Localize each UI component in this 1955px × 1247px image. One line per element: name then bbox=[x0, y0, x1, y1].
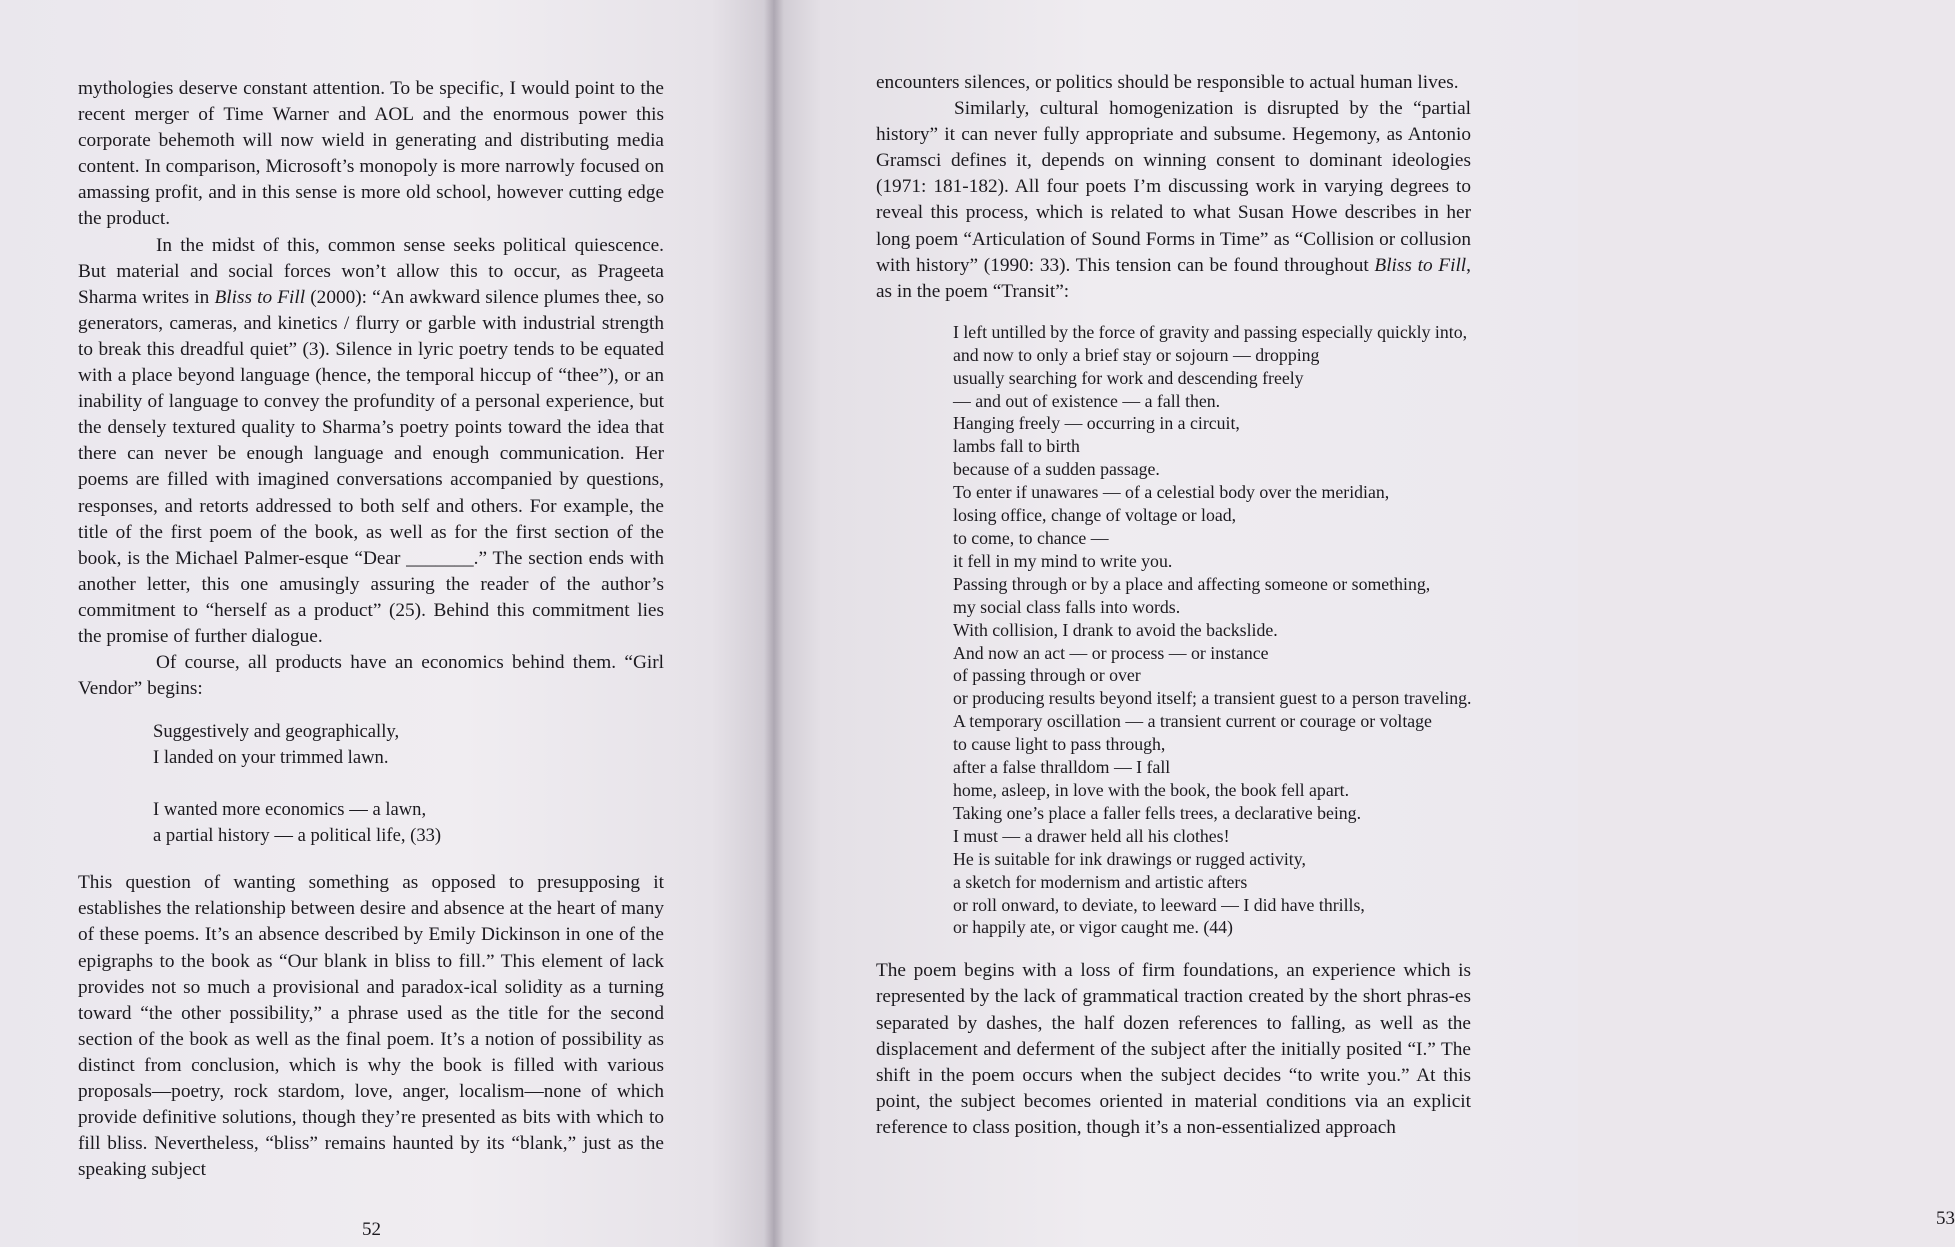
left-page bbox=[0, 0, 773, 1247]
verse-line: usually searching for work and descending freely bbox=[953, 367, 1304, 388]
verse-line: or roll onward, to deviate, to leeward — I did have thrills, bbox=[953, 894, 1365, 915]
book-gutter bbox=[764, 0, 784, 1247]
book-title: Bliss to Fill bbox=[1374, 254, 1467, 276]
left-paragraph-1: mythologies deserve constant attention. To be specific, I would point to the recent merger of Time Warner and AOL and the enormous power this corporate behemoth will now wield in generating and distributing media content. In comparison, Microsoft’s monopoly is more narrowly focused on amassing profit, and in this sense is more old school, however cutting edge the product. bbox=[78, 78, 664, 230]
verse-line: to cause light to pass through, bbox=[953, 734, 1166, 755]
verse-line: Passing through or by a place and affecting someone or something, bbox=[953, 573, 1431, 594]
verse-stanza bbox=[153, 719, 664, 771]
verse-line: a sketch for modernism and artistic afters bbox=[953, 871, 1248, 892]
left-paragraph-2: In the midst of this, common sense seeks political quiescence. But material and social forces won’t allow this to occur, as Prageeta Sharma writes in Bliss to Fill (2000): “An awkward silence plumes thee, so generators, cameras, and kinetics / flurry or garble with industrial strength to break this dreadful quiet” (3). Silence in lyric poetry tends to be equated with a place beyond language (hence, the temporal hiccup of “thee”), or an inability of language to convey the profundity of a personal experience, but the densely textured quality to Sharma’s poetry points toward the idea that there can never be enough language and enough communication. Her poems are filled with imagined conversations accompanied by questions, responses, and retorts addressed to both self and others. For example, the title of the first poem of the book, as well as for the first section of the book, is the Michael Palmer-esque “Dear _______.” The section ends with another letter, this one amusingly assuring the reader of the author’s commitment to “herself as a product” (25). Behind this commitment lies the promise of further dialogue. bbox=[78, 234, 664, 647]
left-paragraph-3: Of course, all products have an economics behind them. “Girl Vendor” begins: bbox=[78, 652, 664, 700]
right-page-body bbox=[876, 70, 1471, 1141]
verse-line: A temporary oscillation — a transient current or courage or voltage bbox=[953, 711, 1432, 732]
verse-line: And now an act — or process — or instance bbox=[953, 642, 1269, 663]
verse-line: I landed on your trimmed lawn. bbox=[153, 747, 389, 769]
verse-line: it fell in my mind to write you. bbox=[953, 550, 1173, 571]
verse-line: Hanging freely — occurring in a circuit, bbox=[953, 413, 1240, 434]
right-paragraph-3: The poem begins with a loss of firm foundations, an experience which is represented by the lack of grammatical traction created by the short phras-es separated by dashes, the half dozen references to falling, as well as the displacement and deferment of the subject after the initially posited “I.” The shift in the poem occurs when the subject decides “to write you.” At this point, the subject becomes oriented in material conditions via an explicit reference to class position, though it’s a non-essentialized approach bbox=[876, 960, 1471, 1138]
right-page bbox=[773, 0, 1955, 1247]
verse-line: I must — a drawer held all his clothes! bbox=[953, 825, 1230, 846]
verse-line: to come, to chance — bbox=[953, 528, 1109, 548]
verse-line: after a false thralldom — I fall bbox=[953, 757, 1171, 778]
verse-line: because of a sudden passage. bbox=[953, 459, 1160, 480]
girl-vendor-quote bbox=[153, 719, 664, 849]
verse-line: or happily ate, or vigor caught me. (44) bbox=[953, 917, 1233, 938]
verse-line: a partial history — a political life, (33) bbox=[153, 825, 442, 847]
verse-line: my social class falls into words. bbox=[953, 596, 1181, 617]
verse-line: lambs fall to birth bbox=[953, 436, 1080, 457]
transit-poem-quote bbox=[953, 321, 1471, 939]
verse-line: home, asleep, in love with the book, the book fell apart. bbox=[953, 779, 1350, 800]
verse-stanza bbox=[153, 797, 664, 849]
left-paragraph-4: This question of wanting something as opposed to presupposing it establishes the relationship between desire and absence at the heart of many of these poems. It’s an absence described by Emily Dickinson in one of the epigraphs to the book as “Our blank in bliss to fill.” This element of lack provides not so much a provisional and paradox-ical solidity as a turning toward “the other possibility,” a phrase used as the title for the second section of the book as well as the final poem. It’s a notion of possibility as distinct from conclusion, which is why the book is filled with various proposals—poetry, rock stardom, love, anger, localism—none of which provide definitive solutions, though they’re presented as bits with which to fill bliss. Nevertheless, “bliss” remains haunted by its “blank,” just as the speaking subject bbox=[78, 872, 664, 1181]
right-paragraph-1: encounters silences, or politics should be responsible to actual human lives. bbox=[876, 72, 1459, 93]
page-number-left: 52 bbox=[362, 1219, 381, 1240]
verse-line: — and out of existence — a fall then. bbox=[953, 390, 1221, 411]
verse-line: I left untilled by the force of gravity and passing especially quickly into, bbox=[953, 321, 1468, 342]
verse-line: With collision, I drank to avoid the backslide. bbox=[953, 619, 1278, 640]
verse-line: losing office, change of voltage or load, bbox=[953, 505, 1237, 526]
verse-line: Taking one’s place a faller fells trees, a declarative being. bbox=[953, 802, 1362, 823]
page-number-right: 53 bbox=[1936, 1208, 1955, 1229]
left-page-body bbox=[78, 76, 664, 1183]
verse-line: of passing through or over bbox=[953, 665, 1141, 686]
book-title: Bliss to Fill bbox=[214, 286, 306, 308]
verse-line: I wanted more economics — a lawn, bbox=[153, 799, 427, 821]
verse-line: or producing results beyond itself; a transient guest to a person traveling. bbox=[953, 688, 1472, 709]
verse-line: He is suitable for ink drawings or rugged activity, bbox=[953, 848, 1306, 869]
verse-line: To enter if unawares — of a celestial body over the meridian, bbox=[953, 482, 1390, 503]
verse-line: Suggestively and geographically, bbox=[153, 721, 400, 743]
verse-line: and now to only a brief stay or sojourn — dropping bbox=[953, 344, 1320, 365]
right-paragraph-2: Similarly, cultural homogenization is disrupted by the “partial history” it can never fully appropriate and subsume. Hegemony, as Antonio Gramsci defines it, depends on winning consent to dominant ideologies (1971: 181-182). All four poets I’m discussing work in varying degrees to reveal this process, which is related to what Susan Howe describes in her long poem “Articulation of Sound Forms in Time” as “Collision or collusion with history” (1990: 33). This tension can be found throughout Bliss to Fill, as in the poem “Transit”: bbox=[876, 98, 1471, 302]
